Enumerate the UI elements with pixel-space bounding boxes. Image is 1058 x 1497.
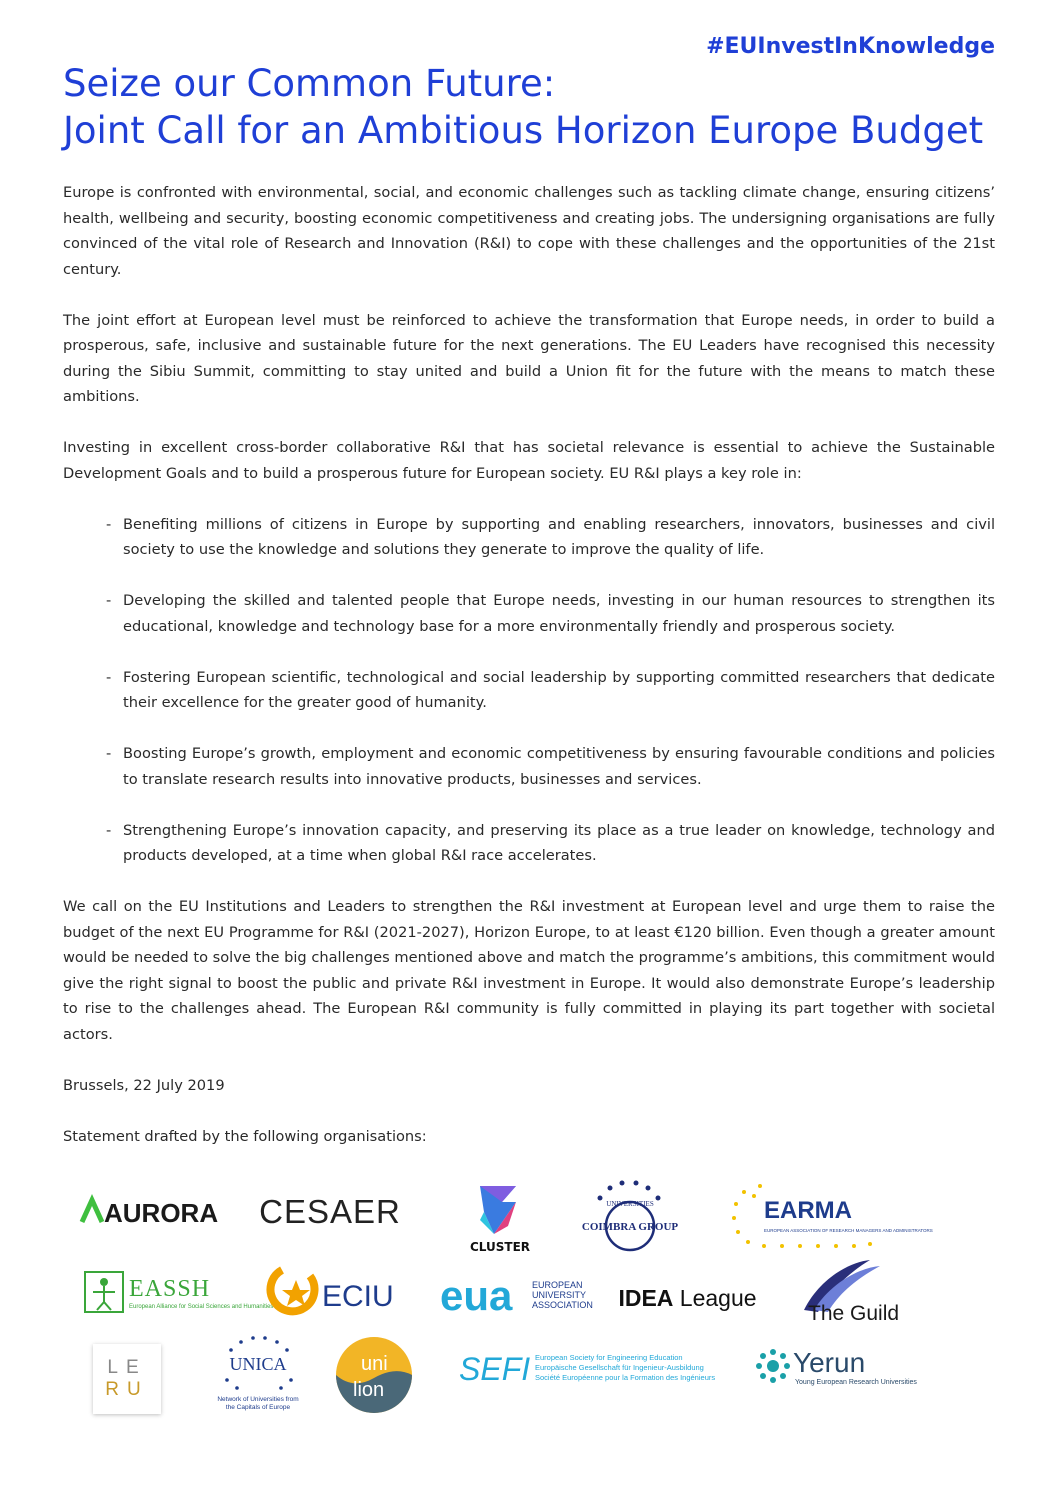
aurora-logo bbox=[78, 1190, 228, 1230]
cluster-wordmark: CLUSTER bbox=[469, 1240, 531, 1254]
drafted-by: Statement drafted by the following organisations: bbox=[63, 1127, 427, 1145]
the-guild-logo bbox=[800, 1258, 930, 1325]
cesaer-logo bbox=[259, 1192, 401, 1232]
idea-league-wordmark bbox=[618, 1285, 756, 1312]
eciu-logo bbox=[268, 1264, 403, 1320]
page-title bbox=[63, 60, 1003, 154]
leru-top: LE bbox=[107, 1357, 147, 1378]
sefi-wordmark: SEFI bbox=[459, 1351, 531, 1387]
idea-league-rest: League bbox=[679, 1284, 757, 1311]
idea-bold: IDEA bbox=[618, 1284, 674, 1311]
earma-logo bbox=[730, 1182, 933, 1252]
eassh-logo bbox=[83, 1268, 274, 1318]
sefi-logo bbox=[455, 1348, 735, 1388]
the-guild-wordmark: The Guild bbox=[808, 1302, 900, 1325]
closing-paragraph: We call on the EU Institutions and Leaders to strengthen the R&I investment at European level and urge them to raise the budget of the next EU Programme for R&I (2021-2027), Horizon Europe, to at least €120 billion. Even though a greater amount would be needed to solve the big challenges mentioned above and match the programme’s ambitions, this commitment would give the right signal to boost the public and private R&I investment in Europe. It would also demonstrate Europe’s leadership to rise to the challenges ahead. The European R&I community is fully committed in playing its part together with societal actors. bbox=[63, 898, 995, 1043]
unilion-top: uni bbox=[361, 1353, 388, 1375]
aurora-wordmark: AURORA bbox=[104, 1198, 219, 1228]
yerun-subtitle: Young European Research Universities bbox=[795, 1379, 917, 1386]
eciu-wordmark: ECIU bbox=[322, 1280, 394, 1313]
organisation-logos bbox=[63, 1170, 995, 1430]
eassh-subtitle: European Alliance for Social Sciences and Humanities bbox=[129, 1304, 274, 1310]
unica-wordmark: UNICA bbox=[229, 1354, 287, 1374]
paragraph: Europe is confronted with environmental, social, and economic challenges such as tackling climate change, ensuring citizens’ health, wellbeing and security, boosting economic competitiveness and creating jobs. The undersigning organisations are fully convinced of the vital role of Research and Innovation (R&I) to cope with these challenges and the opportunities of the 21st century. bbox=[63, 184, 995, 278]
eua-subtitle-1: EUROPEAN bbox=[532, 1280, 583, 1290]
eua-subtitle-2: UNIVERSITY bbox=[532, 1290, 587, 1300]
cesaer-wordmark: CESAER bbox=[259, 1193, 401, 1230]
title-line-2: Joint Call for an Ambitious Horizon Europe Budget bbox=[63, 109, 984, 152]
statement-body bbox=[63, 180, 995, 1175]
eua-wordmark: eua bbox=[440, 1272, 513, 1319]
sefi-subtitle-2: Europäische Gesellschaft für Ingenieur-Ausbildung bbox=[535, 1363, 704, 1372]
eua-logo bbox=[440, 1274, 595, 1318]
coimbra-group-logo bbox=[580, 1176, 680, 1262]
eassh-wordmark: EASSH bbox=[129, 1276, 211, 1302]
yerun-logo bbox=[753, 1342, 943, 1390]
unica-subtitle: Network of Universities from the Capitals of Europe bbox=[217, 1396, 299, 1411]
sefi-subtitle-3: Société Européenne pour la Formation des Ingénieurs bbox=[535, 1373, 716, 1382]
cluster-logo bbox=[460, 1178, 540, 1258]
title-line-1: Seize our Common Future: bbox=[63, 62, 556, 105]
hashtag: #EUInvestInKnowledge bbox=[706, 34, 995, 59]
idea-league-logo bbox=[615, 1280, 760, 1316]
eua-subtitle-3: ASSOCIATION bbox=[532, 1300, 593, 1310]
list-item: - Benefiting millions of citizens in Europe by supporting and enabling researchers, innovators, businesses and civil society to use the knowledge and solutions they generate to improve the quality of life. bbox=[63, 512, 995, 563]
key-role-list bbox=[63, 512, 995, 869]
place-date: Brussels, 22 July 2019 bbox=[63, 1076, 225, 1094]
list-item: - Boosting Europe’s growth, employment and economic competitiveness by ensuring favourable conditions and policies to translate research results into innovative products, businesses and services. bbox=[63, 741, 995, 792]
unica-logo bbox=[211, 1332, 305, 1422]
earma-wordmark: EARMA bbox=[764, 1197, 852, 1224]
list-item: - Fostering European scientific, technological and social leadership by supporting committed researchers that dedicate their excellence for the greater good of humanity. bbox=[63, 665, 995, 716]
unilion-bottom: lion bbox=[353, 1379, 385, 1401]
sefi-subtitle-1: European Society for Engineering Education bbox=[535, 1353, 683, 1362]
earma-subtitle: EUROPEAN ASSOCIATION OF RESEARCH MANAGERS AND ADMINISTRATORS bbox=[764, 1228, 933, 1233]
unilion-logo bbox=[335, 1336, 413, 1414]
coimbra-wordmark: COIMBRA GROUP bbox=[581, 1221, 679, 1233]
coimbra-arc-text: UNIVERSITIES bbox=[606, 1200, 654, 1208]
yerun-wordmark: Yerun bbox=[793, 1347, 866, 1378]
leru-bottom: RU bbox=[105, 1379, 149, 1400]
list-item: - Strengthening Europe’s innovation capacity, and preserving its place as a true leader on knowledge, technology and products developed, at a time when global R&I race accelerates. bbox=[63, 818, 995, 869]
paragraph: Investing in excellent cross-border collaborative R&I that has societal relevance is essential to achieve the Sustainable Development Goals and to build a prosperous future for European society. EU R&I plays a key role in: bbox=[63, 439, 995, 482]
paragraph: The joint effort at European level must be reinforced to achieve the transformation that Europe needs, in order to build a prosperous, safe, inclusive and sustainable future for the next generations. The EU Leaders have recognised this necessity during the Sibiu Summit, committing to stay united and build a Union fit for the future with the means to match these ambitions. bbox=[63, 311, 995, 405]
list-item: - Developing the skilled and talented people that Europe needs, investing in our human resources to strengthen its educational, knowledge and technology base for a more environmentally friendly and prosperous society. bbox=[63, 588, 995, 639]
leru-logo bbox=[93, 1344, 161, 1414]
